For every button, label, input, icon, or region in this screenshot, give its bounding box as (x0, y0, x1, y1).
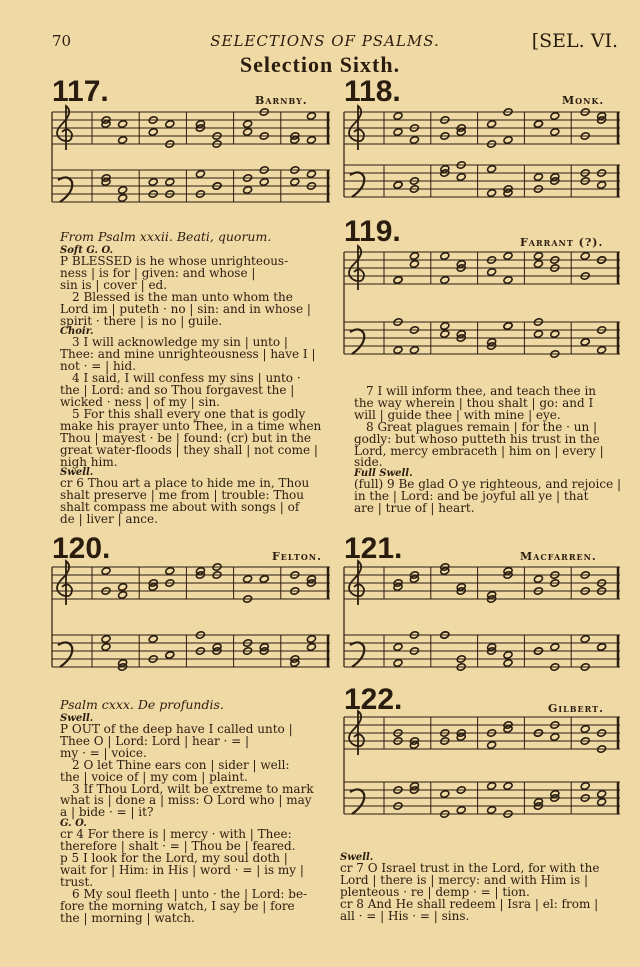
registration-mark: Soft G. O. (60, 245, 114, 256)
psalm-32-source: From Psalm xxxii. Beati, quorum. (60, 229, 272, 244)
verse-line: 3 I will acknowledge my sin | unto | (72, 335, 288, 350)
verse-line: de | liver | ance. (60, 512, 158, 527)
registration-mark: Swell. (60, 713, 94, 724)
verse-line: cr 4 For there is | mercy · with | Thee: (60, 827, 292, 842)
registration-mark: Choir. (60, 326, 94, 338)
verse-line: are | true of | heart. (354, 501, 475, 516)
note-head (456, 806, 466, 815)
verse-line: sin is | cover | ed. (60, 277, 168, 292)
note-head (487, 806, 497, 815)
verse-line: cr 8 And He shall redeem | Isra | el: from | (340, 896, 599, 911)
verse-line: all · = | His · = | sins. (340, 908, 470, 923)
page-title: Selection Sixth. (239, 52, 401, 77)
tune-name-118: Monk. (562, 94, 605, 107)
verse-line: great water-floods | they shall | not come | (60, 442, 318, 457)
verse-line: wicked · ness | of my | sin. (60, 394, 220, 409)
verse-line: Lord | there is | mercy: and with Him is | (340, 872, 589, 887)
verse-line: shalt compass me about with songs | of (60, 500, 300, 515)
verse-line: p 5 I look for the Lord, my soul doth | (60, 851, 288, 866)
tune-number-122: 122. (344, 683, 403, 716)
verse-line: nigh him. (60, 454, 118, 469)
note-head (487, 741, 497, 750)
verse-line: P BLESSED is he whose unrighteous- (60, 254, 289, 268)
note-head (580, 782, 590, 791)
bass-clef-icon (350, 789, 364, 814)
verse-line: what is | done a | miss: O Lord who | may (60, 793, 312, 808)
verse-line: Lord im | puteth · no | sin: and in whose | (60, 301, 311, 316)
note-head (597, 790, 607, 799)
verse-line: 2 Blessed is the man unto whom the (72, 289, 293, 304)
verse-line: make his prayer unto Thee, in a time when (60, 418, 322, 433)
verse-line: the | voice of | my com | plaint. (60, 769, 248, 784)
tune-name-120: Felton. (272, 550, 322, 563)
registration-mark: G. O. (60, 818, 87, 830)
verse-line: the way wherein | thou shalt | go: and I (354, 395, 594, 410)
verse-line: cr 6 Thou art a place to hide me in, Thou (60, 476, 310, 491)
verse-line: in the | Lord: and be joyful all ye | that (354, 489, 589, 504)
verse-line: spirit · there | is no | guile. (60, 313, 223, 328)
tune-name-121: Macfarren. (520, 550, 597, 563)
verse-line: fore the morning watch, I say be | fore (60, 898, 295, 913)
verse-line: 8 Great plagues remain | for the · un | (366, 419, 598, 434)
verse-line: 3 If Thou Lord, wilt be extreme to mark (72, 781, 314, 796)
verse-line: Thou | mayest · be | found: (cr) but in the (60, 430, 312, 445)
verse-line: ness | is for | given: and whose | (60, 265, 256, 280)
note-head (503, 782, 513, 791)
verse-line: trust. (60, 874, 94, 889)
registration-mark: Full Swell. (354, 468, 413, 480)
verse-line: (full) 9 Be glad O ye righteous, and rejoice | (354, 477, 622, 492)
tune-name-122: Gilbert. (548, 702, 604, 715)
verse-line: will | guide thee | with mine | eye. (354, 407, 561, 422)
note-head (597, 798, 607, 807)
verse-line: the | morning | watch. (60, 910, 195, 925)
verse-line: Thee: and mine unrighteousness | have I | (60, 347, 316, 362)
verse-line: wait for | Him: in His | word · = | is my | (60, 862, 304, 877)
note-head (440, 790, 450, 799)
tune-number-121: 121. (344, 532, 403, 565)
verse-line: Thee O | Lord: Lord | hear · = | (60, 733, 250, 748)
verse-line: 4 I said, I will confess my sins | unto · (72, 371, 301, 386)
tune-name-117: Barnby. (255, 94, 308, 107)
verse-line: P OUT of the deep have I called unto | (60, 722, 293, 736)
verse-line: therefore | shalt · = | Thou be | feared. (60, 839, 296, 854)
verse-line: a | bide · = | it? (60, 805, 154, 820)
psalm-130-source: Psalm cxxx. De profundis. (60, 697, 224, 712)
registration-mark: Swell. (340, 852, 374, 863)
note-head (487, 782, 497, 791)
page-number: 70 (52, 32, 72, 50)
verse-line: Lord, mercy embraceth | him on | every | (354, 443, 604, 458)
tune-number-119: 119. (344, 215, 401, 248)
registration-mark: Swell. (60, 467, 94, 479)
psalm-130-text (60, 698, 338, 925)
verse-line: plenteous · re | demp · = | tion. (340, 884, 530, 899)
psalm-130-continued (340, 853, 618, 923)
tune-name-119: Farrant (?). (520, 236, 604, 249)
verse-line: 7 I will inform thee, and teach thee in (366, 384, 597, 398)
verse-line: shalt preserve | me from | trouble: Thou (60, 488, 305, 503)
tune-number-117: 117. (52, 75, 109, 108)
note-head (580, 725, 590, 734)
verse-line: cr 7 O Israel trust in the Lord, for with the (340, 861, 600, 875)
verse-line: 6 My soul fleeth | unto · the | Lord: be- (72, 886, 308, 901)
verse-line: 2 O let Thine ears con | sider | well: (72, 757, 290, 772)
verse-line: my · = | voice. (60, 745, 147, 760)
verse-line: godly: but whoso putteth his trust in the (354, 431, 600, 446)
running-title: SELECTIONS OF PSALMS. (210, 32, 440, 50)
tune-number-118: 118. (344, 75, 401, 108)
psalm-32-continued (354, 386, 632, 515)
psalm-32-text (60, 230, 338, 526)
verse-line: 5 For this shall every one that is godly (72, 406, 306, 421)
verse-line: not · = | hid. (60, 359, 137, 374)
verse-line: side. (354, 455, 383, 470)
tune-number-120: 120. (52, 532, 111, 565)
note-head (550, 733, 560, 742)
section-label: [SEL. VI. (531, 30, 618, 52)
verse-line: the | Lord: and so Thou forgavest the | (60, 383, 295, 398)
